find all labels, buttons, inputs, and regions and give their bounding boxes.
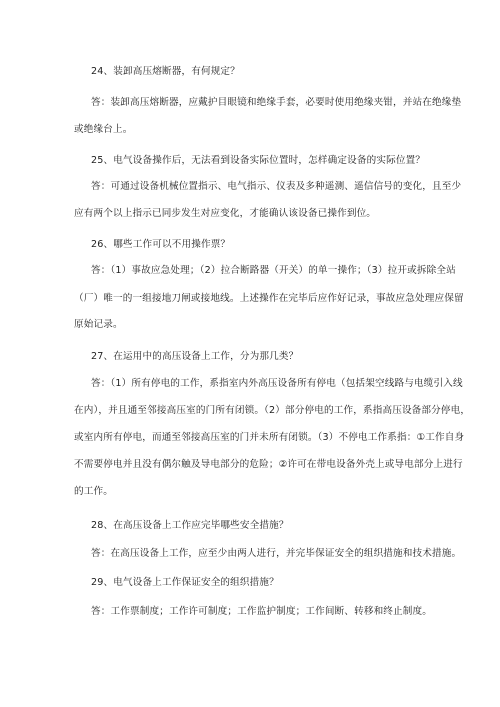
- answer-24-line-1: 答：装卸高压熔断器，应戴护目眼镜和绝缘手套，必要时使用绝缘夹钳，并站在绝缘垫: [91, 97, 462, 108]
- question-27: 27、在运用中的高压设备上工作，分为那几类？: [91, 351, 299, 362]
- answer-25-line-2: 应有两个以上指示已同步发生对应变化，才能确认该设备已操作到位。: [74, 208, 377, 219]
- answer-27-line-4: 不需要停电并且没有偶尔触及导电部分的危险；②许可在带电设备外壳上或导电部分上进行: [74, 459, 463, 470]
- answer-27-line-1: 答：（1）所有停电的工作，系指室内外高压设备所有停电（包括架空线路与电缆引入线: [91, 378, 463, 389]
- answer-28-line-1: 答：在高压设备上工作，应至少由两人进行，并完毕保证安全的组织措施和技术措施。: [91, 548, 462, 559]
- answer-27-line-3: 或室内所有停电，而通至邻接高压室的门并未所有闭锁。（3）不停电工作系指：①工作自身: [74, 432, 465, 443]
- question-25: 25、电气设备操作后，无法看到设备实际位置时，怎样确定设备的实际位置？: [91, 155, 426, 166]
- answer-26-line-1: 答：（1）事故应急处理；（2）拉合断路器（开关）的单一操作；（3）拉开或拆除全站: [91, 265, 456, 276]
- answer-25-line-1: 答：可通过设备机械位置指示、电气指示、仪表及多种遥测、遥信信号的变化，且至少: [91, 181, 462, 192]
- answer-29-line-1: 答：工作票制度；工作许可制度；工作监护制度；工作间断、转移和终止制度。: [91, 606, 433, 617]
- answer-26-line-2: （厂）唯一的一组接地刀闸或接地线。上述操作在完毕后应作好记录，事故应急处理应保留: [74, 293, 464, 304]
- answer-27-line-2: 在内），并且通至邻接高压室的门所有闭锁。（2）部分停电的工作，系指高压设备部分停电，: [74, 405, 471, 416]
- answer-26-line-3: 原始记录。: [74, 319, 123, 330]
- question-29: 29、电气设备上工作保证安全的组织措施？: [91, 577, 279, 588]
- answer-24-line-2: 或绝缘台上。: [74, 124, 133, 135]
- answer-27-line-5: 的工作。: [74, 486, 113, 497]
- question-28: 28、在高压设备上工作应完毕哪些安全措施？: [91, 520, 289, 531]
- question-24: 24、装卸高压熔断器，有何规定？: [91, 66, 240, 77]
- question-26: 26、哪些工作可以不用操作票？: [91, 239, 231, 250]
